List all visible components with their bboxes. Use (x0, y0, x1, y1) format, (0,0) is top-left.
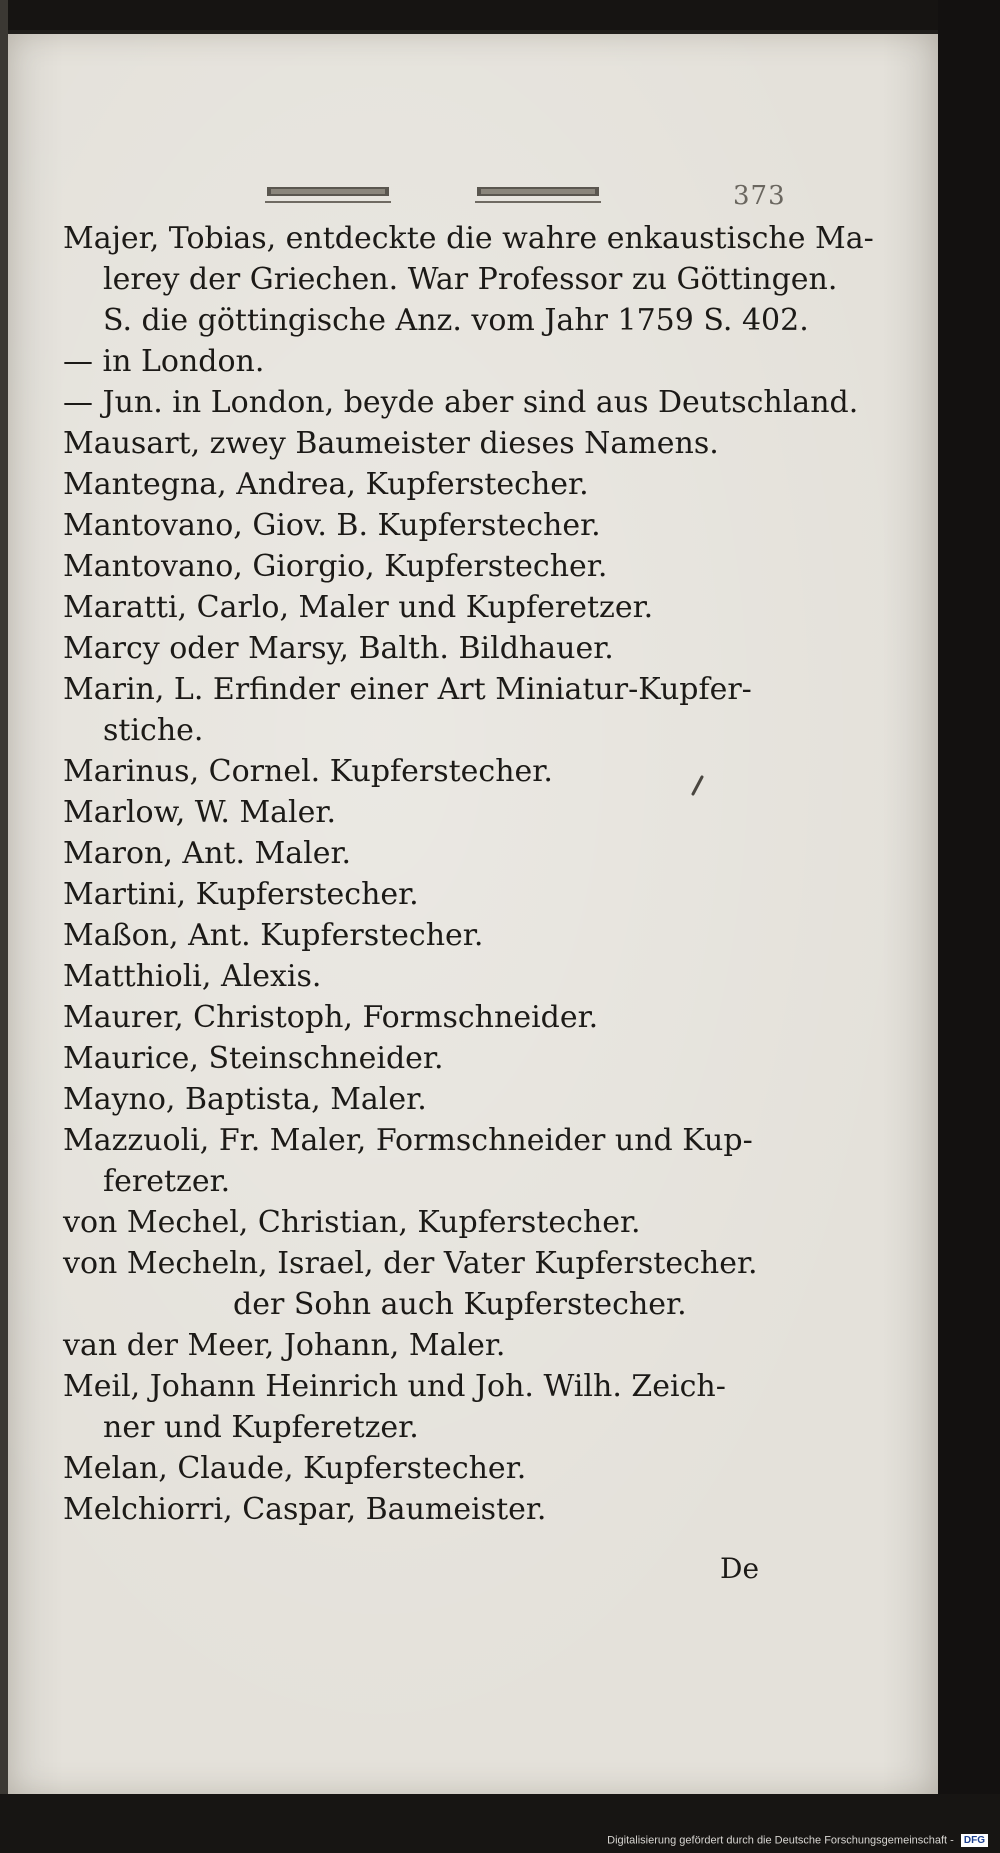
entry-line: S. die göttingische Anz. vom Jahr 1759 S. 402. (103, 303, 809, 338)
credit-text: Digitalisierung gefördert durch die Deutsche Forschungsgemeinschaft - (607, 1834, 954, 1847)
entry-marin (63, 669, 803, 751)
entry-line: feretzer. (103, 1164, 231, 1199)
entry-line: Marinus, Cornel. Kupferstecher. (63, 754, 553, 789)
top-border (0, 0, 1000, 30)
entry-mayno (63, 1079, 803, 1120)
entry-majer-london (63, 341, 803, 382)
entry-meil (63, 1366, 803, 1448)
entry-line: von Mecheln, Israel, der Vater Kupferstecher. (63, 1246, 758, 1281)
entry-martini (63, 874, 803, 915)
header-ornament-right (473, 184, 603, 206)
entry-maurer (63, 997, 803, 1038)
left-border (0, 0, 8, 1853)
entry-van-der-meer (63, 1325, 803, 1366)
entry-line: Maurice, Steinschneider. (63, 1041, 444, 1076)
right-border (938, 0, 1000, 1853)
entry-line: Mantegna, Andrea, Kupferstecher. (63, 467, 589, 502)
entry-line: — in London. (63, 344, 265, 379)
entry-majer-jun (63, 382, 859, 423)
entry-line: Maratti, Carlo, Maler und Kupferetzer. (63, 590, 654, 625)
entry-line: Mayno, Baptista, Maler. (63, 1082, 427, 1117)
header-ornament-left (263, 184, 393, 206)
entry-line: von Mechel, Christian, Kupferstecher. (63, 1205, 641, 1240)
entry-line: — Jun. in London, beyde aber sind aus Deutschland. (63, 385, 859, 420)
entry-line: Mantovano, Giorgio, Kupferstecher. (63, 549, 608, 584)
entry-line: Mazzuoli, Fr. Maler, Formschneider und Kup- (63, 1123, 753, 1158)
entry-mantovano-giorgio (63, 546, 803, 587)
entry-matthioli (63, 956, 803, 997)
entry-line: Maurer, Christoph, Formschneider. (63, 1000, 599, 1035)
digitization-credit (0, 1834, 988, 1847)
entry-maratti (63, 587, 803, 628)
entry-line: Mausart, zwey Baumeister dieses Namens. (63, 426, 719, 461)
entry-mausart (63, 423, 803, 464)
entry-line: van der Meer, Johann, Maler. (63, 1328, 506, 1363)
entry-von-mechel (63, 1202, 803, 1243)
entry-line: der Sohn auch Kupferstecher. (233, 1287, 687, 1322)
entry-line: Meil, Johann Heinrich und Joh. Wilh. Zeich- (63, 1369, 726, 1404)
entry-melan (63, 1448, 803, 1489)
entry-line: Marcy oder Marsy, Balth. Bildhauer. (63, 631, 614, 666)
dfg-logo: DFG (961, 1834, 988, 1847)
entry-von-mecheln (63, 1243, 803, 1325)
entry-line: Melan, Claude, Kupferstecher. (63, 1451, 527, 1486)
entry-mantovano-giov (63, 505, 803, 546)
entry-line: stiche. (103, 713, 204, 748)
entry-line: Maron, Ant. Maler. (63, 836, 352, 871)
entry-line: lerey der Griechen. War Professor zu Göttingen. (103, 262, 838, 297)
pencil-mark (691, 774, 705, 796)
entry-line: Martini, Kupferstecher. (63, 877, 419, 912)
entry-line: Marlow, W. Maler. (63, 795, 336, 830)
entry-line: Majer, Tobias, entdeckte die wahre enkaustische Ma- (63, 221, 874, 256)
entry-line: Matthioli, Alexis. (63, 959, 322, 994)
entry-marlow (63, 792, 803, 833)
entry-mantegna (63, 464, 803, 505)
entry-line: ner und Kupferetzer. (103, 1410, 419, 1445)
entry-line: Mantovano, Giov. B. Kupferstecher. (63, 508, 601, 543)
entry-majer-tobias (63, 218, 874, 341)
book-page (8, 34, 938, 1794)
page-number: 373 (733, 181, 786, 211)
entry-marcy (63, 628, 803, 669)
entry-maron (63, 833, 803, 874)
entry-line: Maßon, Ant. Kupferstecher. (63, 918, 484, 953)
catchword: De (720, 1552, 760, 1585)
entry-line: Marin, L. Erfinder einer Art Miniatur-Kupfer- (63, 672, 752, 707)
entry-mazzuoli (63, 1120, 803, 1202)
entry-line: Melchiorri, Caspar, Baumeister. (63, 1492, 547, 1527)
entry-melchiorri (63, 1489, 803, 1530)
entry-masson (63, 915, 803, 956)
entry-maurice (63, 1038, 803, 1079)
